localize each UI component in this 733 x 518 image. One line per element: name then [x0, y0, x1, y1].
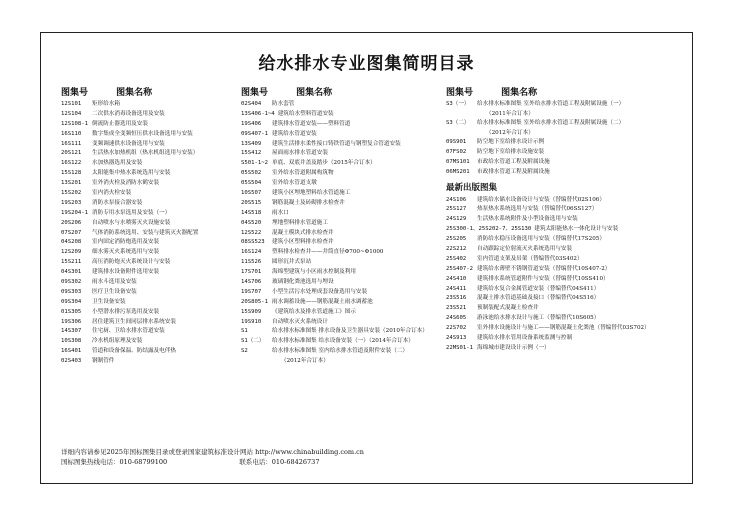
- atlas-name: 建筑给水管道安装: [272, 130, 317, 137]
- atlas-name: 矩形给水箱: [92, 101, 120, 107]
- catalog-list: [61, 100, 246, 367]
- atlas-name: 自动跟踪定位射流灭火系统选用与安装: [477, 246, 573, 253]
- catalog-row: [61, 337, 246, 347]
- catalog-row: [446, 255, 691, 265]
- atlas-name: 细水雾灭火系统选用与安装: [92, 249, 160, 256]
- atlas-name: 海绵型建筑与小区雨水控制及利用: [272, 269, 356, 276]
- atlas-name: 游泳池给水排水设计与施工（替编替代10S605）: [477, 315, 600, 322]
- atlas-name: 室外给水管道支墩: [272, 180, 317, 187]
- atlas-name: 防空地下室给排水设施安装: [477, 148, 545, 155]
- atlas-number: 24S129: [446, 216, 467, 223]
- footer-website-note: 详细内容请参见2025年国标图集目录或登录国家建筑标准设计网站 http://www.chinabuilding.com.cn: [61, 448, 364, 456]
- catalog-row: [61, 130, 246, 140]
- catalog-row: [446, 235, 691, 245]
- atlas-number: 04S208: [61, 239, 82, 246]
- catalog-row: [446, 215, 691, 225]
- atlas-number: 04S301: [61, 269, 82, 276]
- atlas-number: 24S913: [446, 335, 467, 342]
- catalog-row: [446, 285, 691, 295]
- atlas-number: 02S404: [241, 101, 262, 107]
- atlas-name: 医疗卫生设备安装: [92, 288, 137, 295]
- atlas-name: 建筑给水排水管用设备系统监测与控制: [477, 335, 573, 342]
- atlas-number: 20S515: [241, 199, 262, 206]
- catalog-row: [61, 238, 246, 248]
- catalog-row: [61, 169, 246, 179]
- atlas-name: 气体消防系统选用、安装与建筑灭火器配置: [92, 229, 199, 236]
- catalog-row: [61, 159, 246, 169]
- catalog-row: [61, 248, 246, 258]
- atlas-name: 埋地塑料排水管道施工: [272, 219, 328, 226]
- catalog-row: [241, 189, 451, 199]
- atlas-number: 25S205: [446, 236, 467, 243]
- atlas-number: 23S516: [446, 295, 467, 302]
- column-3: [446, 85, 691, 354]
- atlas-number: 22S702: [446, 325, 467, 332]
- catalog-row: [61, 357, 246, 367]
- catalog-row: [241, 318, 451, 328]
- catalog-row: [241, 278, 451, 288]
- atlas-name: 自动喷水与水喷雾灭火设施安装: [92, 219, 171, 226]
- atlas-number: 22S212: [446, 246, 467, 253]
- atlas-name: 建筑给水储水设备设计与安装（替编替代02S106）: [477, 196, 605, 203]
- atlas-name: 卫生设备安装: [92, 298, 126, 305]
- atlas-name: 建筑给水薄壁不锈钢管道安装（替编替代10S407-2）: [477, 265, 611, 272]
- catalog-row: [241, 258, 451, 268]
- column-header: [241, 85, 451, 98]
- atlas-name: 热泵热水系统选用与安装（替编替代06SS127）: [477, 206, 598, 213]
- atlas-name-continued: （2012年合订本）: [486, 129, 534, 136]
- atlas-number: S501-1~2: [241, 160, 268, 167]
- footer: [61, 447, 364, 467]
- catalog-row: [61, 278, 246, 288]
- atlas-number: 24S410: [446, 275, 467, 282]
- atlas-name: 变频调速供水设备选用与安装: [92, 140, 165, 147]
- atlas-name: 室内管道支架及吊架（替编替代03S402）: [477, 255, 583, 262]
- atlas-name: 住宅厨、卫给水排水管道安装: [92, 328, 165, 335]
- new-catalog-list: [446, 196, 691, 354]
- catalog-row: [446, 148, 691, 158]
- atlas-name: 市政给水管道工程及附属设施: [477, 158, 550, 165]
- atlas-number: 12S104: [61, 110, 82, 117]
- catalog-row: [61, 327, 246, 337]
- atlas-number: 12S101: [61, 101, 82, 107]
- atlas-name: 给水排水标准图集 室外给水排水管道工程及附属设施（一）: [477, 101, 625, 107]
- catalog-row: [241, 308, 451, 318]
- atlas-number: 01S305: [61, 308, 82, 315]
- column-header: [446, 85, 691, 98]
- atlas-name: 建筑生活排水柔性接口铸铁管道与钢塑复合管道安装: [272, 140, 401, 147]
- catalog-row: [241, 219, 451, 229]
- catalog-row: [446, 304, 691, 314]
- catalog-row: [61, 140, 246, 150]
- atlas-number: 23S521: [446, 305, 467, 312]
- atlas-name: 建筑排水管道安装——塑料管道: [272, 120, 351, 127]
- atlas-name: 室外消火栓及消防水鹤安装: [92, 180, 160, 187]
- catalog-row: [241, 130, 451, 140]
- atlas-name: 玻璃钢化粪池选用与埋设: [272, 279, 334, 286]
- catalog-row: [61, 110, 246, 120]
- atlas-number: 05S504: [241, 180, 262, 187]
- catalog-row: [61, 288, 246, 298]
- atlas-number: 07S207: [61, 229, 82, 236]
- catalog-row: [61, 179, 246, 189]
- catalog-row: [241, 288, 451, 298]
- atlas-name: 冷水机组原理及安装: [92, 338, 143, 345]
- atlas-name: 建筑给水复合金属管道安装（替编替代04S411）: [477, 285, 600, 292]
- atlas-name: 室外给水管道附属构筑物: [272, 170, 334, 177]
- catalog-row: [61, 258, 246, 268]
- atlas-number: 16S124: [241, 249, 262, 256]
- atlas-name: 二次供水消毒设备选用及安装: [92, 110, 165, 117]
- page-title: 给水排水专业图集简明目录: [258, 54, 475, 74]
- catalog-row: [61, 209, 246, 219]
- catalog-row: [241, 337, 451, 347]
- atlas-number: 10S507: [241, 190, 262, 197]
- atlas-name: 消防给水稳压设备选用与安装（替编替代17S205）: [477, 236, 605, 243]
- footer-phones: [61, 457, 364, 467]
- catalog-row: [241, 100, 451, 110]
- atlas-number: 15S909: [241, 308, 262, 315]
- catalog-row: [446, 344, 691, 354]
- atlas-name: 居住建筑卫生间同层排水系统安装: [92, 318, 176, 325]
- catalog-row: [446, 314, 691, 324]
- catalog-row: [61, 149, 246, 159]
- atlas-number: 09S304: [61, 298, 82, 305]
- catalog-list: [446, 100, 691, 178]
- catalog-row: [241, 209, 451, 219]
- catalog-row: [241, 347, 451, 366]
- atlas-name: 圆形沉井式泵站: [272, 259, 312, 266]
- catalog-row: [61, 298, 246, 308]
- catalog-row: [61, 120, 246, 130]
- atlas-number: 13S201: [61, 180, 82, 187]
- atlas-number: 19S707: [241, 288, 262, 295]
- catalog-row: [446, 205, 691, 215]
- atlas-name-continued: （2011年合订本）: [486, 110, 534, 117]
- atlas-name: 建筑给水塑料管道安装: [277, 110, 334, 117]
- atlas-number: 05S502: [241, 170, 262, 177]
- atlas-number: 09S302: [61, 279, 82, 286]
- catalog-row: [241, 179, 451, 189]
- atlas-name: 塑料排水检查井——井筒直径Φ700~Φ1000: [272, 249, 384, 256]
- atlas-number: 24S605: [446, 315, 467, 322]
- atlas-number: S3（一）: [446, 101, 470, 107]
- atlas-number: 12S522: [241, 229, 262, 236]
- atlas-number: 13S409: [241, 140, 262, 147]
- atlas-name: 雨水口: [272, 209, 289, 216]
- atlas-name: 消防水泵接合器安装: [92, 199, 143, 206]
- atlas-number: 19S406: [241, 120, 262, 127]
- atlas-name: 建筑太阳能热水一体化设计与安装: [534, 226, 619, 233]
- catalog-list: [241, 100, 451, 366]
- atlas-name-continued: （2012年合订本）: [281, 357, 329, 364]
- atlas-name: 钢制管件: [92, 358, 115, 365]
- atlas-name: 屋面雨水排水管道安装: [272, 150, 328, 157]
- catalog-row: [446, 196, 691, 206]
- atlas-name: 雨水斗选用及安装: [92, 279, 137, 286]
- atlas-name: 混凝土排水管道基础及接口（替编替代04S516）: [477, 295, 600, 302]
- atlas-name: 预制装配式混凝土检查井: [477, 305, 539, 312]
- atlas-name: 自动喷水灭火系统设计: [272, 318, 328, 325]
- atlas-name: 单底、双底井盖及踏步（2015年合订本）: [272, 160, 376, 167]
- catalog-row: [446, 158, 691, 168]
- atlas-number: 12S209: [61, 249, 82, 256]
- catalog-row: [241, 149, 451, 159]
- atlas-name: 给水排水标准图集 室内给水排水管道及附件安装（二）: [272, 348, 409, 355]
- atlas-name: 室内消火栓安装: [92, 190, 132, 197]
- atlas-number: 02S403: [61, 358, 82, 365]
- catalog-row: [61, 318, 246, 328]
- header-number: 图集号: [446, 88, 474, 98]
- atlas-name: 管道和设备保温、防结露及电伴热: [92, 348, 176, 355]
- atlas-number: 16S401: [61, 348, 82, 355]
- catalog-row: [446, 275, 691, 285]
- catalog-row: [61, 229, 246, 239]
- atlas-name: 建筑小区塑料排水检查井: [272, 239, 334, 246]
- atlas-number: 19S306: [61, 318, 82, 325]
- catalog-row: [446, 119, 691, 138]
- atlas-number: 22MS01-1: [446, 344, 473, 351]
- atlas-number: 16S110: [61, 130, 82, 137]
- atlas-name: 室内固定消防炮选用及安装: [92, 239, 160, 246]
- catalog-row: [241, 327, 451, 337]
- atlas-number: 25S402: [446, 255, 467, 262]
- catalog-row: [61, 268, 246, 278]
- catalog-row: [241, 110, 451, 120]
- atlas-number: 12S108-1: [61, 120, 88, 127]
- catalog-row: [446, 265, 691, 275]
- atlas-name: 高压消防炮灭火系统设计与安装: [92, 259, 171, 266]
- header-name: 图集名称: [501, 88, 538, 98]
- catalog-row: [61, 199, 246, 209]
- catalog-row: [241, 140, 451, 150]
- atlas-number: 16S111: [61, 140, 82, 147]
- catalog-row: [241, 298, 451, 308]
- atlas-name: 水加热器选用及安装: [92, 160, 143, 167]
- atlas-number: 17S701: [241, 269, 262, 276]
- atlas-name: 室外排水设施设计与施工——钢筋混凝土化粪池（替编替代03S702）: [477, 325, 650, 332]
- catalog-row: [241, 268, 451, 278]
- atlas-number: 04S520: [241, 219, 262, 226]
- atlas-name: 小型生活污水处理成套设备选用与安装: [272, 288, 368, 295]
- atlas-name: 倒流防止器选用及安装: [92, 120, 148, 127]
- header-name: 图集名称: [116, 88, 153, 98]
- header-name: 图集名称: [296, 88, 333, 98]
- column-header: [61, 85, 246, 98]
- catalog-row: [241, 238, 451, 248]
- catalog-row: [61, 347, 246, 357]
- atlas-name: 给水排水标准图集 室外给水排水管道工程及附属设施（二）: [477, 120, 625, 126]
- atlas-name: 生活热水系统附件及小型设备选用与安装: [477, 216, 578, 223]
- header-number: 图集号: [241, 88, 269, 98]
- column-2: [241, 85, 451, 366]
- atlas-number: 25S127: [446, 206, 467, 213]
- atlas-number: S1: [241, 328, 248, 335]
- atlas-name: 消防专用水泵选用及安装（一）: [92, 209, 171, 216]
- atlas-name: 防水套管: [272, 101, 295, 107]
- atlas-name: 《建筑给水及排水管道施工》图示: [272, 308, 356, 315]
- column-1: [61, 85, 246, 367]
- catalog-row: [446, 245, 691, 255]
- atlas-number: 15S128: [61, 170, 82, 177]
- atlas-number: 06MS201: [446, 168, 470, 175]
- atlas-number: 08SS523: [241, 239, 265, 246]
- atlas-name: 雨水调蓄设施——钢筋混凝土雨水调蓄池: [272, 298, 373, 305]
- atlas-name: 防空地下室给排水设计示例: [477, 139, 545, 145]
- atlas-number: 14S307: [61, 328, 82, 335]
- atlas-number: 09S407-1: [241, 130, 268, 137]
- atlas-name: 钢筋混凝土及砖砌排水检查井: [272, 199, 345, 206]
- catalog-row: [446, 324, 691, 334]
- atlas-number: 10S308: [61, 338, 82, 345]
- catalog-row: [446, 168, 691, 178]
- catalog-row: [446, 334, 691, 344]
- atlas-number: 09S303: [61, 288, 82, 295]
- catalog-row: [241, 169, 451, 179]
- atlas-name: 小型潜水排污泵选用及安装: [92, 308, 160, 315]
- atlas-number: 11S526: [241, 259, 262, 266]
- atlas-number: 25S407-2: [446, 265, 473, 272]
- catalog-row: [446, 294, 691, 304]
- catalog-row: [61, 308, 246, 318]
- atlas-name: 海绵城市建设设计示例（一）: [477, 344, 550, 351]
- catalog-row: [241, 159, 451, 169]
- atlas-name: 太阳能集中热水系统选用与安装: [92, 170, 171, 177]
- catalog-row: [241, 120, 451, 130]
- header-number: 图集号: [61, 88, 89, 98]
- atlas-name: 生活热水加热机组（热水机组选用与安装）: [92, 150, 199, 157]
- catalog-row: [446, 100, 691, 119]
- catalog-row: [61, 100, 246, 110]
- catalog-row: [241, 248, 451, 258]
- atlas-number: S1（二）: [241, 338, 265, 345]
- atlas-number: 24S106: [446, 196, 467, 203]
- atlas-number: 09S901: [446, 139, 467, 145]
- atlas-number: 20S121: [61, 150, 82, 157]
- atlas-number: 20S805-1: [241, 298, 268, 305]
- catalog-row: [241, 229, 451, 239]
- atlas-number: 13S406-1~4: [241, 110, 275, 117]
- catalog-row: [446, 225, 691, 235]
- atlas-number: 14S518: [241, 209, 262, 216]
- atlas-number: 25S300-1、25S202-7、25S130: [446, 226, 532, 233]
- new-publications-heading: 最新出版图集: [446, 182, 498, 193]
- footer-contact-phone: 联系电话：010-68426737: [239, 458, 320, 466]
- atlas-name: 混凝土模块式排水检查井: [272, 229, 334, 236]
- atlas-number: 19S203: [61, 199, 82, 206]
- atlas-number: 14S706: [241, 279, 262, 286]
- atlas-number: 15S412: [241, 150, 262, 157]
- atlas-number: 15S202: [61, 190, 82, 197]
- atlas-number: 15S211: [61, 259, 82, 266]
- catalog-sheet: [40, 32, 693, 484]
- atlas-name: 建筑小区埋地塑料给水管道施工: [272, 190, 351, 197]
- atlas-name: 给水排水标准图集 排水设备及卫生器具安装（2010年合订本）: [272, 328, 428, 335]
- atlas-name: 市政排水管道工程及附属设施: [477, 168, 550, 175]
- atlas-number: 07MS101: [446, 158, 470, 165]
- atlas-number: 19S910: [241, 318, 262, 325]
- catalog-row: [446, 138, 691, 148]
- catalog-row: [241, 199, 451, 209]
- atlas-number: 19S204-1: [61, 209, 88, 216]
- atlas-number: 07FS02: [446, 148, 467, 155]
- atlas-name: 建筑排水系统管道附件与安装（替编替代10SS410）: [477, 275, 609, 282]
- atlas-name: 数字集成全变频恒压供水设备选用与安装: [92, 130, 193, 137]
- atlas-name: 建筑排水设备附件选用安装: [92, 269, 160, 276]
- atlas-number: S3（二）: [446, 120, 470, 126]
- atlas-name: 给水排水标准图集 给水设备安装（一）（2014年合订本）: [272, 338, 414, 345]
- atlas-number: 20S206: [61, 219, 82, 226]
- atlas-number: 16S122: [61, 160, 82, 167]
- catalog-row: [61, 219, 246, 229]
- footer-hotline: 国标图集热线电话：010-68799100: [61, 458, 168, 466]
- catalog-row: [61, 189, 246, 199]
- atlas-number: S2: [241, 348, 248, 355]
- atlas-number: 24S411: [446, 285, 467, 292]
